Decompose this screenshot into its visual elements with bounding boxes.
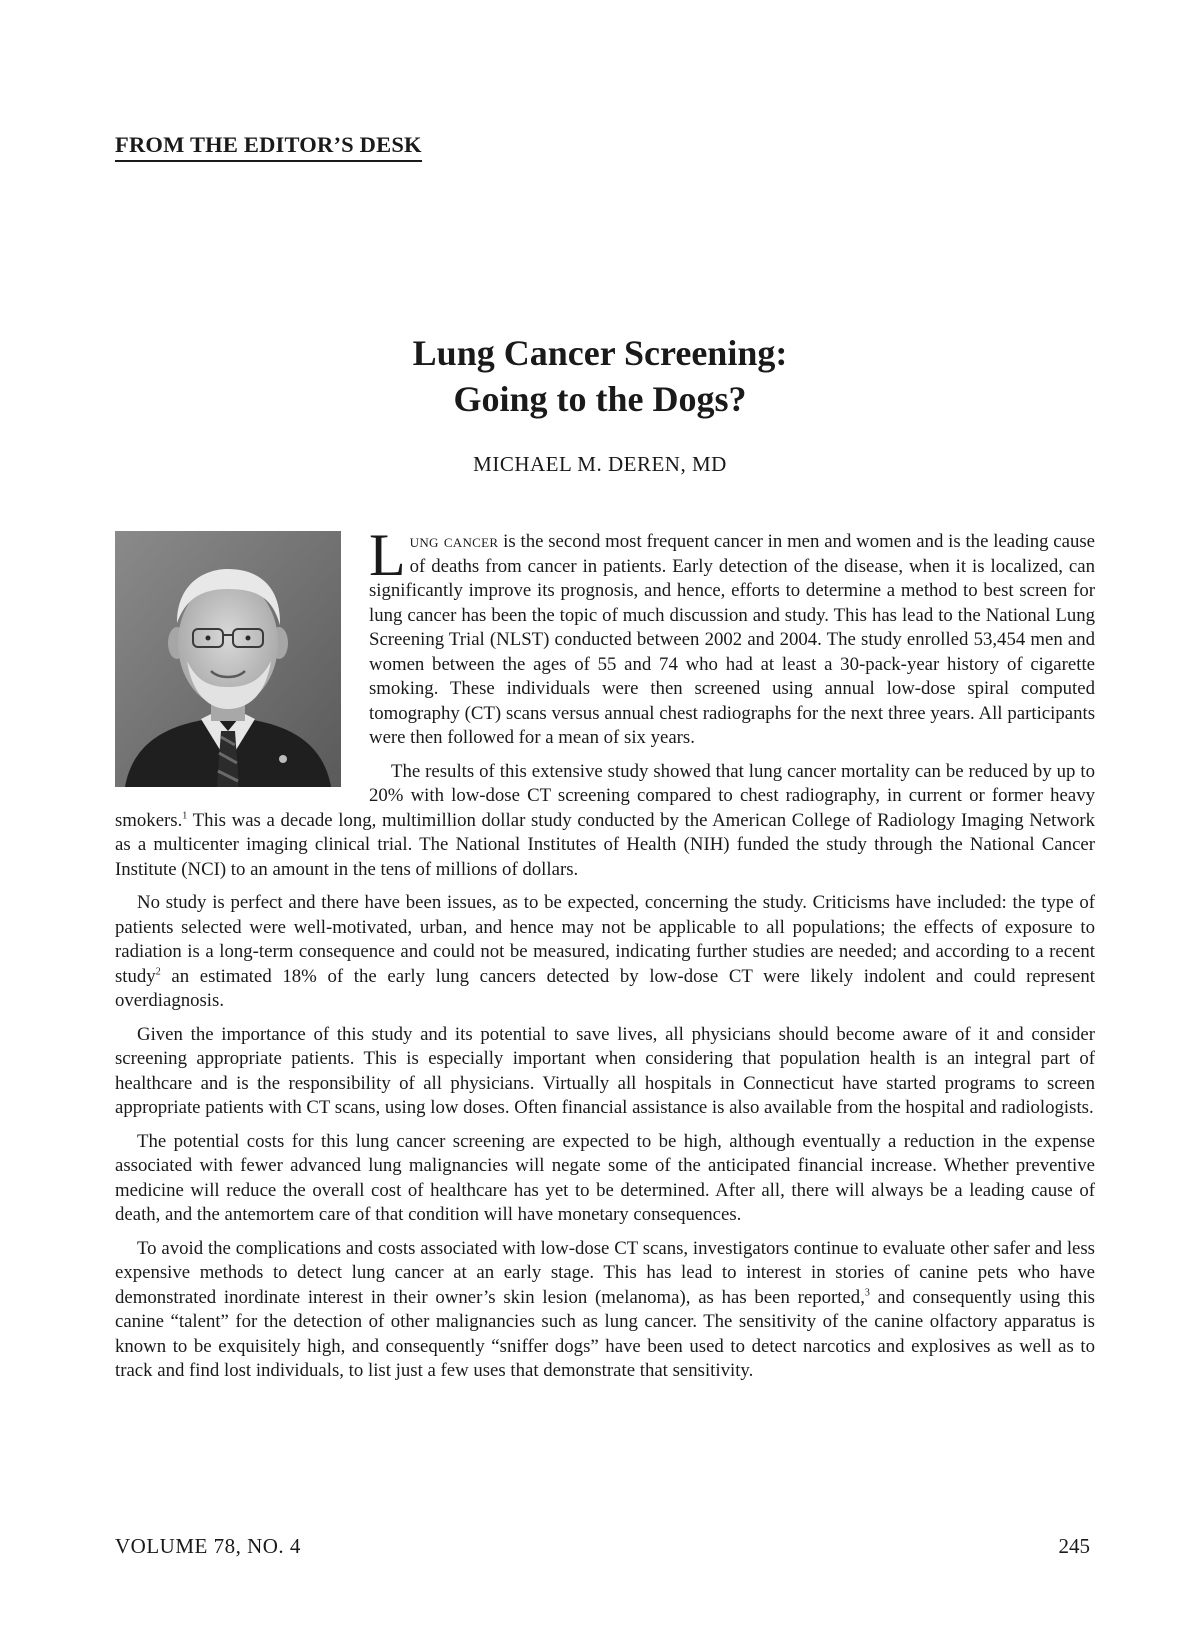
paragraph-6 bbox=[115, 1237, 1095, 1384]
paragraph-3-text-b: an estimated 18% of the early lung cancers detected by low-dose CT were likely indolent and could represent overdiagnosis. bbox=[115, 965, 1095, 1011]
reference-3: 3 bbox=[864, 1287, 870, 1299]
lead-in-smallcaps: ung cancer bbox=[409, 531, 499, 552]
drop-cap: L bbox=[369, 522, 406, 588]
author-byline: MICHAEL M. DEREN, MD bbox=[473, 452, 727, 476]
author-photo bbox=[115, 531, 341, 787]
paragraph-6-text-b: and consequently using this canine “talent” for the detection of other malignancies such as lung cancer. The sensitivity of the canine olfactory apparatus is known to be exquisitely high, and consequently “sniffer dogs” have been used to detect narcotics and explosives as well as to track and find lost individuals, to list just a few uses that demonstrate that sensitivity. bbox=[115, 1286, 1095, 1381]
paragraph-3 bbox=[115, 891, 1095, 1014]
reference-2: 2 bbox=[155, 966, 161, 978]
paragraph-3-text-a: No study is perfect and there have been issues, as to be expected, concerning the study. Criticisms have included: the type of patients selected were well-motivated, urban, and hence may not be applicable to all populations; the effects of exposure to radiation is a long-term consequence and could not be measured, indicating further studies are needed; and according to a recent study bbox=[115, 892, 1095, 987]
article-title bbox=[300, 330, 900, 422]
title-line-1: Lung Cancer Screening: bbox=[412, 333, 788, 373]
paragraph-2-text-a: The results of this extensive study showed that lung cancer mortality can be reduced by up to 20% with low-dose CT screening compared to chest radiography, in current or former heavy smokers. bbox=[115, 760, 1095, 831]
paragraph-1-text: is the second most frequent cancer in men and women and is the leading cause of deaths from cancer in patients. Early detection of the disease, when it is localized, can significantly improve its prognosis, and hence, efforts to determine a method to best screen for lung cancer has been the topic of much discussion and study. This has lead to the National Lung Screening Trial (NLST) conducted between 2002 and 2004. The study enrolled 53,454 men and women between the ages of 55 and 74 who had at least a 30-pack-year history of cigarette smoking. These individuals were then screened using annual low-dose spiral computed tomography (CT) scans versus annual chest radiographs for the next three years. All participants were then followed for a mean of six years. bbox=[369, 531, 1095, 748]
title-line-2: Going to the Dogs? bbox=[453, 379, 747, 419]
paragraph-4: Given the importance of this study and its potential to save lives, all physicians should become aware of it and consider screening appropriate patients. This is especially important when considering that population health is an integral part of healthcare and is the responsibility of all physicians. Virtually all hospitals in Connecticut have started programs to screen appropriate patients with CT scans, using low doses. Often financial assistance is also available from the hospital and radiologists. bbox=[115, 1023, 1095, 1118]
reference-1: 1 bbox=[182, 810, 188, 822]
section-label: FROM THE EDITOR’S DESK bbox=[115, 132, 422, 162]
author-portrait-image bbox=[115, 531, 341, 787]
paragraph-6-text-a: To avoid the complications and costs associated with low-dose CT scans, investigators continue to evaluate other safer and less expensive methods to detect lung cancer at an early stage. This has lead to interest in stories of canine pets who have demonstrated inordinate interest in their owner’s skin lesion (melanoma), as has been reported, bbox=[115, 1237, 1095, 1308]
paragraph-2-text-b: This was a decade long, multimillion dollar study conducted by the American College of Radiology Imaging Network as a multicenter imaging clinical trial. The National Institutes of Health (NIH) funded the study through the National Cancer Institute (NCI) to an amount in the tens of millions of dollars. bbox=[115, 809, 1095, 880]
paragraph-5: The potential costs for this lung cancer screening are expected to be high, although eventually a reduction in the expense associated with fewer advanced lung malignancies will negate some of the anticipated financial increase. Whether preventive medicine will reduce the overall cost of healthcare has yet to be determined. After all, there will always be a leading cause of death, and the antemortem care of that condition will have monetary consequences. bbox=[115, 1130, 1095, 1225]
article-body bbox=[115, 522, 1095, 1384]
page-number: 245 bbox=[1058, 1534, 1090, 1558]
footer-volume: VOLUME 78, NO. 4 bbox=[115, 1534, 301, 1558]
